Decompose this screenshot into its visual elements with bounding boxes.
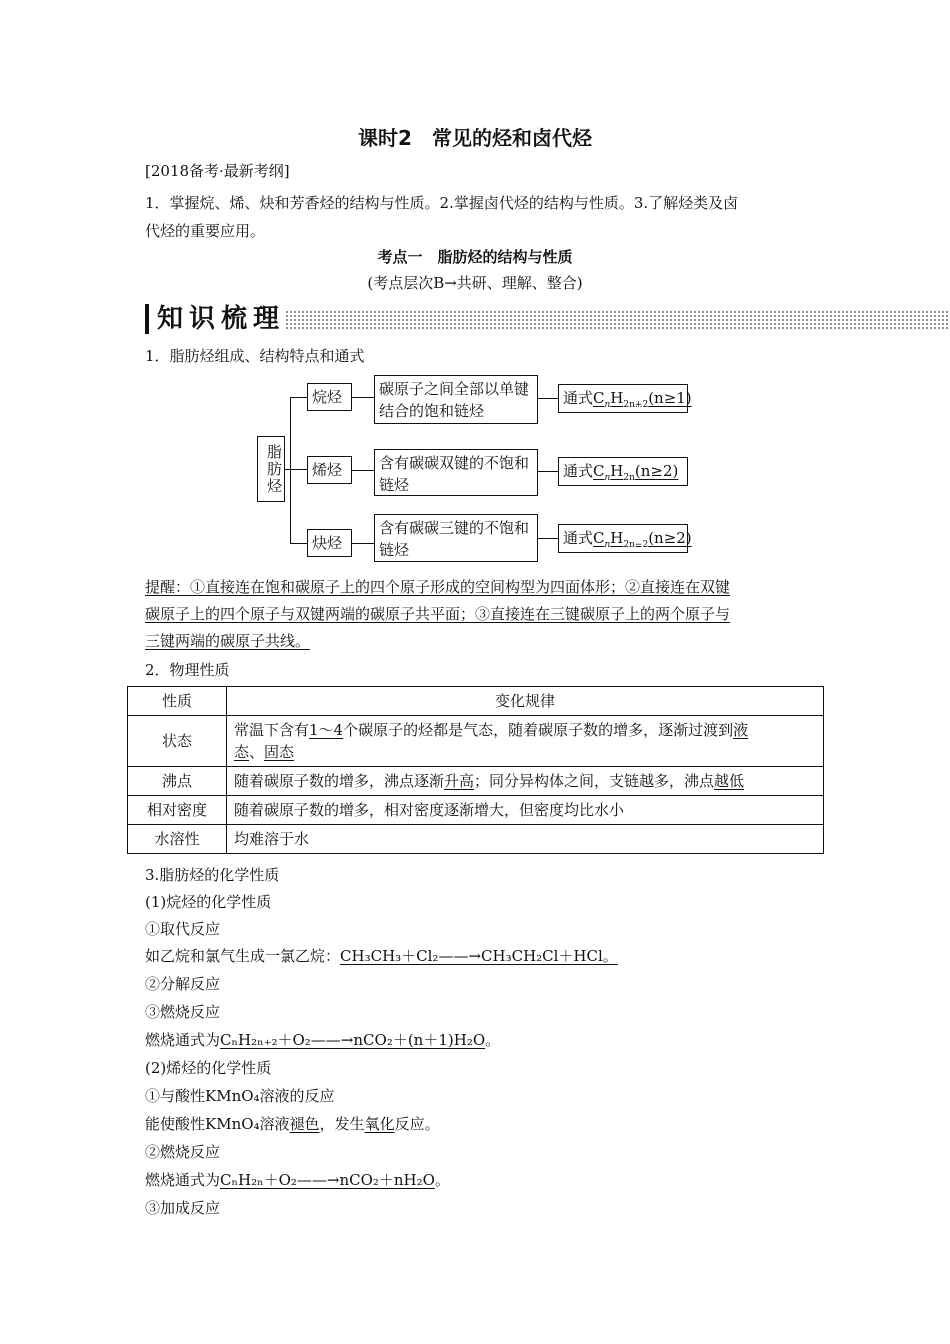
property-rule — [227, 716, 824, 767]
substitution-heading: ①取代反应 — [145, 920, 221, 938]
property-rule: 随着碳原子数的增多，相对密度逐渐增大，但密度均比水小 — [227, 796, 824, 825]
formula-n: n — [604, 400, 611, 410]
rule-answer: 越低 — [714, 772, 745, 790]
table-row — [128, 796, 824, 825]
formula-c: C — [593, 462, 605, 480]
formula-n: n — [604, 473, 611, 483]
alkyne-desc-1: 含有碳碳三键的不饱和 — [379, 519, 530, 537]
kaodian-title: 考点一 脂肪烃的结构与性质 — [377, 248, 573, 266]
combustion-text: 燃烧通式为 — [145, 1171, 221, 1189]
formula-prefix: 通式 — [563, 462, 594, 480]
property-name: 状态 — [128, 716, 227, 767]
section-2-heading: 2．物理性质 — [145, 661, 230, 679]
tip-line-2: 碳原子上的四个原子与双键两端的碳原子共平面；③直接连在三键碳原子上的两个原子与 — [145, 605, 731, 623]
formula-h: H — [610, 529, 624, 547]
section-3-heading: 3.脂肪烃的化学性质 — [145, 866, 280, 884]
property-name: 水溶性 — [128, 825, 227, 854]
property-name: 沸点 — [128, 767, 227, 796]
kmno4-heading: ①与酸性KMnO₄溶液的反应 — [145, 1087, 335, 1105]
section-banner — [145, 302, 950, 336]
rule-text: 常温下含有 — [234, 721, 310, 739]
kmno4-text: 反应。 — [394, 1115, 440, 1133]
ethane-example — [145, 945, 618, 967]
alkyne-formula — [558, 524, 692, 553]
kmno4-answer: 氧化 — [364, 1115, 395, 1133]
formula-prefix: 通式 — [563, 389, 594, 407]
formula-sub: 2n+2 — [623, 400, 649, 410]
alkane-formula — [558, 384, 692, 413]
combustion-heading-1: ③燃烧反应 — [145, 1003, 221, 1021]
alkene-desc-1: 含有碳碳双键的不饱和 — [379, 454, 530, 472]
combustion-equation: CₙH₂ₙ₊₂＋O₂——→nCO₂＋(n＋1)H₂O — [220, 1031, 486, 1049]
alkane-desc-1: 碳原子之间全部以单键 — [379, 380, 530, 398]
alkane-name: 烷烃 — [307, 383, 352, 411]
rule-text: 、 — [249, 743, 265, 761]
alkene-name: 烯烃 — [307, 456, 352, 484]
formula-c: C — [593, 389, 605, 407]
kmno4-answer: 褪色 — [289, 1115, 320, 1133]
kmno4-text: ，发生 — [319, 1115, 365, 1133]
decomposition-heading: ②分解反应 — [145, 975, 221, 993]
table-header-row — [128, 687, 824, 716]
example-text: 如乙烷和氯气生成一氯乙烷： — [145, 947, 341, 965]
kaodian-level: (考点层次B→共研、理解、整合) — [367, 274, 583, 292]
formula-n: n — [604, 540, 611, 550]
formula-cond: (n≥1) — [648, 389, 692, 407]
alkyne-name: 炔烃 — [307, 529, 352, 557]
alkyne-desc-2: 链烃 — [379, 541, 410, 559]
combustion-equation: CₙH₂ₙ＋O₂——→nCO₂＋nH₂O — [220, 1171, 435, 1189]
alkene-desc-2: 链烃 — [379, 476, 410, 494]
addition-heading: ③加成反应 — [145, 1199, 221, 1217]
formula-prefix: 通式 — [563, 529, 594, 547]
alkane-chem-heading: (1)烷烃的化学性质 — [145, 893, 272, 911]
formula-sub: 2n — [623, 473, 635, 483]
formula-cond: (n≥2) — [648, 529, 692, 547]
banner-dots — [285, 310, 950, 330]
banner-text: 知识梳理 — [157, 304, 286, 334]
property-rule: 均难溶于水 — [227, 825, 824, 854]
alkene-chem-heading: (2)烯烃的化学性质 — [145, 1059, 272, 1077]
combustion-end: 。 — [434, 1171, 450, 1189]
combustion-text: 燃烧通式为 — [145, 1031, 221, 1049]
table-row — [128, 825, 824, 854]
alkane-combustion — [145, 1029, 500, 1051]
alkene-desc — [374, 449, 538, 496]
rule-text: 个碳原子的烃都是气态，随着碳原子数的增多，逐渐过渡到 — [343, 721, 734, 739]
alkane-desc — [374, 375, 538, 424]
kmno4-text: 能使酸性KMnO₄溶液 — [145, 1115, 290, 1133]
rule-text: ；同分异构体之间，支链越多，沸点 — [474, 772, 715, 790]
combustion-end: 。 — [485, 1031, 501, 1049]
alkyne-desc — [374, 514, 538, 562]
formula-h: H — [610, 389, 624, 407]
combustion-heading-2: ②燃烧反应 — [145, 1143, 221, 1161]
formula-c: C — [593, 529, 605, 547]
table-header: 性质 — [128, 687, 227, 716]
alkene-combustion — [145, 1169, 450, 1191]
property-name: 相对密度 — [128, 796, 227, 825]
physical-properties-table — [127, 686, 824, 854]
tip-line-3: 三键两端的碳原子共线。 — [145, 632, 311, 650]
rule-answer: 升高 — [444, 772, 475, 790]
page-title: 课时2 常见的烃和卤代烃 — [358, 126, 592, 150]
rule-text: 随着碳原子数的增多，沸点逐渐 — [234, 772, 445, 790]
property-rule — [227, 767, 824, 796]
tip-line-1: 提醒：①直接连在饱和碳原子上的四个原子形成的空间构型为四面体形；②直接连在双键 — [145, 578, 731, 596]
formula-h: H — [610, 462, 624, 480]
rule-answer: 态 — [234, 743, 250, 761]
outline-line-1: 1．掌握烷、烯、炔和芳香烃的结构与性质。2.掌握卤代烃的结构与性质。3.了解烃类及卤 — [145, 194, 739, 212]
formula-cond: (n≥2) — [634, 462, 679, 480]
section-1-heading: 1．脂肪烃组成、结构特点和通式 — [145, 347, 365, 365]
example-equation: CH₃CH₃＋Cl₂——→CH₃CH₂Cl＋HCl。 — [340, 947, 618, 965]
table-row — [128, 716, 824, 767]
rule-answer: 固态 — [264, 743, 295, 761]
alkene-formula — [558, 457, 688, 486]
rule-answer: 液 — [733, 721, 749, 739]
formula-sub: 2n−2 — [623, 540, 649, 550]
kmno4-reaction — [145, 1113, 440, 1135]
table-row — [128, 767, 824, 796]
table-header: 变化规律 — [227, 687, 824, 716]
rule-answer: 1～4 — [309, 721, 344, 739]
outline-line-2: 代烃的重要应用。 — [145, 222, 266, 240]
root-box: 脂肪烃 — [257, 436, 285, 502]
exam-tag: [2018备考·最新考纲] — [145, 162, 290, 180]
alkane-desc-2: 结合的饱和链烃 — [379, 402, 485, 420]
